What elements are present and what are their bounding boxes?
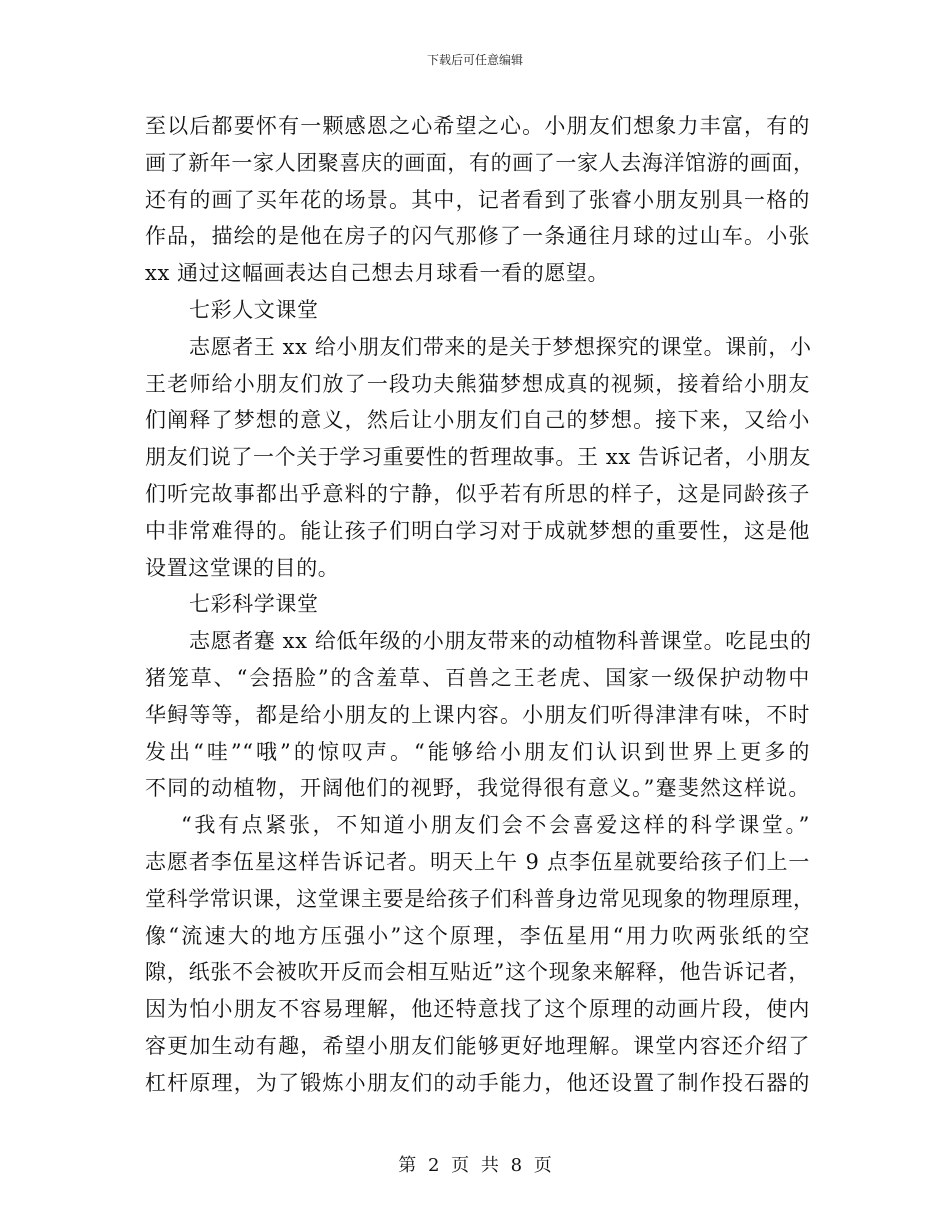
body-line: 猪笼草、“会捂脸”的含羞草、百兽之王老虎、国家一级保护动物中 [145,665,810,690]
page-number-footer: 第 2 页 共 8 页 [398,1155,552,1176]
body-line: 容更加生动有趣，希望小朋友们能够更好地理解。课堂内容还介绍了 [145,1033,810,1058]
body-line: 作品，描绘的是他在房子的闪气那修了一条通往月球的过山车。小张 [145,224,810,249]
body-line: xx 通过这幅画表达自己想去月球看一看的愿望。 [145,261,610,286]
body-line: “我有点紧张，不知道小朋友们会不会喜爱这样的科学课堂。” [181,813,810,838]
section-heading-humanities: 七彩人文课堂 [189,297,319,322]
body-line: 朋友们说了一个关于学习重要性的哲理故事。王 xx 告诉记者，小朋友 [145,445,811,470]
body-line: 至以后都要怀有一颗感恩之心希望之心。小朋友们想象力丰富，有的 [145,114,810,138]
body-line: 华鲟等等，都是给小朋友的上课内容。小朋友们听得津津有味，不时 [145,702,810,727]
page-header: 下载后可任意编辑 [426,53,523,67]
section-heading-science: 七彩科学课堂 [189,592,319,617]
body-line: 还有的画了买年花的场景。其中，记者看到了张睿小朋友别具一格的 [145,187,810,212]
body-line: 不同的动植物，开阔他们的视野，我觉得很有意义。”蹇斐然这样说。 [145,776,810,801]
body-line: 堂科学常识课，这堂课主要是给孩子们科普身边常见现象的物理原理， [145,886,815,911]
body-line: 们听完故事都出乎意料的宁静，似乎若有所思的样子，这是同龄孩子 [145,481,810,506]
body-line: 王老师给小朋友们放了一段功夫熊猫梦想成真的视频，接着给小朋友 [145,371,810,396]
document-body [145,108,815,1102]
body-line: 志愿者蹇 xx 给低年级的小朋友带来的动植物科普课堂。吃昆虫的 [189,629,812,654]
body-line: 们阐释了梦想的意义，然后让小朋友们自己的梦想。接下来，又给小 [145,408,810,433]
body-line: 画了新年一家人团聚喜庆的画面，有的画了一家人去海洋馆游的画面， [145,150,815,175]
body-line: 志愿者李伍星这样告诉记者。明天上午 9 点李伍星就要给孩子们上一 [145,849,810,874]
body-line: 杠杆原理，为了锻炼小朋友们的动手能力，他还设置了制作投石器的 [145,1070,810,1095]
body-line: 志愿者王 xx 给小朋友们带来的是关于梦想探究的课堂。课前，小 [189,334,812,359]
body-line: 因为怕小朋友不容易理解，他还特意找了这个原理的动画片段，使内 [145,997,810,1022]
body-line: 设置这堂课的目的。 [145,555,340,580]
body-line: 发出“哇”“哦”的惊叹声。“能够给小朋友们认识到世界上更多的 [145,739,810,764]
body-line: 中非常难得的。能让孩子们明白学习对于成就梦想的重要性，这是他 [145,518,810,543]
body-line: 像“流速大的地方压强小”这个原理，李伍星用“用力吹两张纸的空 [145,923,810,948]
body-line: 隙，纸张不会被吹开反而会相互贴近”这个现象来解释，他告诉记者， [145,960,810,985]
